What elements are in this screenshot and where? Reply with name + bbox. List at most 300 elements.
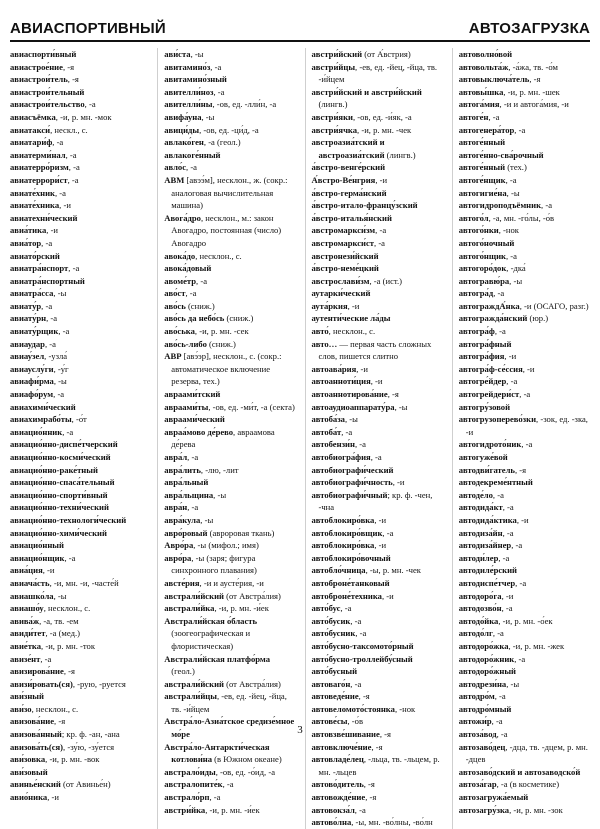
- dictionary-entry: [164, 161, 295, 174]
- entry-grammar: , -а: [375, 225, 387, 236]
- dictionary-entry: [459, 401, 590, 414]
- entry-headword: авиату́рщик: [10, 326, 59, 337]
- entry-grammar: , -и: [59, 200, 71, 211]
- dictionary-entry: [10, 350, 148, 363]
- entry-headword: ави́зный: [10, 691, 44, 702]
- entry-headword: Австра́ло-Азиа́тское средизе́мное мо́ре: [164, 716, 295, 740]
- dictionary-entry: [459, 464, 590, 477]
- dictionary-entry: [10, 690, 148, 703]
- entry-headword: Австра́ло-Антаркти́ческая котлови́на: [164, 741, 270, 765]
- entry-headword: австрали́йка: [164, 603, 215, 614]
- dictionary-entry: [10, 615, 148, 628]
- entry-grammar: , -а: [505, 174, 517, 185]
- dictionary-entry: [312, 514, 443, 527]
- column-4: [452, 48, 590, 829]
- entry-grammar: , -а: [54, 187, 66, 198]
- entry-grammar: , -а: [501, 603, 513, 614]
- entry-grammar: , -а: [46, 313, 58, 324]
- entry-grammar: , -а, мн. -го́лы, -о́в: [488, 212, 555, 223]
- entry-grammar: , -а: [506, 376, 518, 387]
- entry-headword: авитамино́зный: [164, 74, 227, 85]
- dictionary-entry: [10, 61, 148, 74]
- entry-headword: автогрузоперево́зки: [458, 414, 537, 425]
- entry-headword: авто́: [311, 326, 329, 337]
- entry-grammar: , -и: [370, 376, 383, 387]
- entry-headword: автога́мия: [458, 99, 500, 110]
- dictionary-entry: [459, 501, 590, 514]
- entry-grammar: , -и: [356, 363, 369, 374]
- entry-grammar: , -а: [341, 426, 353, 437]
- dictionary-entry: [459, 703, 590, 716]
- dictionary-entry: [312, 325, 443, 338]
- entry-headword: австронези́йский: [311, 250, 379, 261]
- entry-grammar: , -а: [68, 162, 80, 173]
- entry-headword: австрослави́зм: [311, 275, 370, 286]
- entry-grammar: , -а: [374, 237, 385, 248]
- entry-grammar: , -и: [46, 225, 59, 236]
- dictionary-entry: [10, 187, 148, 200]
- dictionary-entry: [10, 199, 148, 212]
- entry-headword: а́встро-италья́нский: [311, 212, 392, 223]
- dictionary-entry: [164, 350, 295, 388]
- entry-headword: автоблокиро́вочный: [311, 552, 391, 563]
- entry-headword: авиатра́сса: [10, 288, 54, 299]
- entry-headword: австралопите́к: [164, 779, 223, 790]
- entry-grammar: , -ы: [509, 275, 523, 286]
- dictionary-entry: [459, 413, 590, 438]
- entry-headword: автобиографи́чность: [311, 477, 393, 488]
- entry-grammar: , -ы, мн. -во́лны, -во́лн: [351, 817, 433, 828]
- entry-grammar: (от Австра́лия): [223, 678, 281, 689]
- dictionary-entry: [10, 86, 148, 99]
- entry-grammar: , -о́в: [347, 716, 364, 727]
- entry-headword: австри́ячка: [311, 124, 358, 135]
- dictionary-entry: [312, 174, 443, 187]
- entry-headword: австромаркси́ст: [311, 237, 375, 248]
- dictionary-entry: [459, 338, 590, 351]
- entry-grammar: , -а: [493, 288, 505, 299]
- entry-grammar: , -а: [502, 502, 514, 513]
- entry-headword: автобиографи́чный: [311, 489, 388, 500]
- entry-grammar: , -а (мед.): [45, 628, 80, 639]
- dictionary-entry: [10, 539, 148, 552]
- entry-headword: автовокза́л: [311, 804, 355, 815]
- dictionary-entry: [10, 602, 148, 615]
- entry-grammar: , -а: [370, 452, 382, 462]
- entry-headword: авиасъёмка: [10, 111, 56, 122]
- entry-headword: автобиографи́ческий: [311, 464, 394, 475]
- entry-grammar: , -и, р. мн. -жек: [508, 640, 565, 651]
- entry-headword: автоде́ло: [458, 489, 493, 500]
- dictionary-entry: [164, 778, 295, 791]
- entry-headword: авиафи́рма: [10, 376, 54, 387]
- entry-headword: автозаво́дец: [458, 741, 506, 752]
- dictionary-entry: [312, 816, 443, 829]
- dictionary-entry: [10, 778, 148, 791]
- entry-grammar: , -и: [501, 590, 514, 601]
- entry-grammar: (зоогеографическая и флористическая): [171, 628, 251, 651]
- dictionary-entry: [164, 552, 295, 577]
- entry-grammar: , -и: [516, 514, 529, 525]
- entry-grammar: [авээ́м], несклон., ж. (сокр.: аналоговая вычислительная машина): [171, 174, 288, 211]
- dictionary-entry: [10, 48, 148, 61]
- dictionary-entry: [312, 312, 443, 325]
- dictionary-entry: [164, 678, 295, 691]
- entry-headword: авиацио́нно-технологи́ческий: [10, 514, 127, 525]
- dictionary-entry: [312, 413, 443, 426]
- entry-headword: авраами́ческий: [164, 414, 225, 425]
- dictionary-entry: [164, 577, 295, 590]
- entry-grammar: , -ы: [213, 489, 227, 500]
- dictionary-entry: [312, 86, 443, 111]
- entry-headword: авиато́рский: [10, 250, 60, 261]
- entry-headword: автогоро́док: [458, 263, 507, 274]
- entry-grammar: , -и, р. мн. -ток: [41, 640, 96, 651]
- dictionary-entry: [459, 766, 590, 779]
- dictionary-entry: [312, 476, 443, 489]
- dictionary-entry: [164, 451, 295, 464]
- entry-grammar: , -и, р. мн. -сек: [194, 326, 249, 337]
- dictionary-entry: [459, 287, 590, 300]
- dictionary-entry: [312, 577, 443, 590]
- entry-headword: автоге́нный: [458, 162, 506, 173]
- entry-headword: авиатехни́ческий: [10, 212, 78, 223]
- dictionary-entry: [164, 426, 295, 451]
- dictionary-entry: [459, 438, 590, 451]
- entry-headword: автодиле́рский: [458, 565, 518, 576]
- entry-headword: автово́лна: [311, 817, 352, 828]
- entry-grammar: , -а: [340, 603, 352, 614]
- entry-headword: авра́н: [164, 502, 188, 513]
- entry-headword: а́встро-неме́цкий: [311, 263, 379, 274]
- dictionary-entry: [459, 640, 590, 653]
- dictionary-entry: [312, 438, 443, 451]
- entry-headword: авио́ника: [10, 792, 48, 803]
- entry-headword: авиача́сть: [10, 577, 50, 588]
- entry-headword: авиди́тет: [10, 628, 46, 639]
- entry-headword: автодро́мный: [458, 703, 512, 714]
- dictionary-entry: [459, 312, 590, 325]
- dictionary-entry: [459, 237, 590, 250]
- dictionary-entry: [164, 388, 295, 401]
- dictionary-entry: [459, 98, 590, 111]
- dictionary-entry: [10, 527, 148, 540]
- entry-headword: автоба́т: [311, 426, 342, 437]
- entry-grammar: , -и: [381, 590, 394, 601]
- entry-grammar: , -узла́: [44, 351, 68, 362]
- dictionary-entry: [10, 653, 148, 666]
- dictionary-entry: [312, 237, 443, 250]
- dictionary-entry: [459, 388, 590, 401]
- entry-grammar: , -и: [42, 565, 55, 576]
- dictionary-entry: [10, 438, 148, 451]
- entry-headword: авра́кула: [164, 514, 201, 525]
- dictionary-entry: [312, 464, 443, 477]
- entry-grammar: , -и и аусте́рия, -и: [199, 577, 264, 588]
- entry-grammar: (в Южном океане): [212, 754, 282, 765]
- entry-grammar: , -и, р. мн. -о́ек: [498, 615, 553, 626]
- entry-grammar: , -и, р. мн. -и́ек: [205, 804, 260, 815]
- entry-grammar: , -а: [498, 552, 510, 563]
- entry-grammar: , -я: [63, 666, 75, 677]
- entry-grammar: , -я: [387, 389, 399, 400]
- entry-grammar: , -а: [492, 489, 504, 500]
- dictionary-entry: [164, 325, 295, 338]
- entry-headword: авиашо́у: [10, 603, 44, 614]
- dictionary-entry: [10, 363, 148, 376]
- entry-headword: автоге́нно-сва́рочный: [458, 149, 544, 160]
- entry-headword: авиате́хник: [10, 187, 55, 198]
- entry-headword: автогенера́тор: [458, 124, 515, 135]
- entry-grammar: , -и, р. мн. -чек: [357, 124, 412, 135]
- entry-headword: авиацио́нно-косми́ческий: [10, 452, 111, 462]
- page-number: 3: [297, 724, 303, 736]
- dictionary-entry: [312, 426, 443, 439]
- dictionary-entry: [459, 325, 590, 338]
- dictionary-entry: [164, 602, 295, 615]
- dictionary-entry: [10, 564, 148, 577]
- entry-grammar: , -и: [392, 477, 405, 488]
- dictionary-entry: [10, 552, 148, 565]
- entry-headword: автовзве́шивание: [311, 729, 380, 740]
- dictionary-entry: [164, 804, 295, 817]
- entry-grammar: , -и, р. мн. -мок: [55, 111, 112, 122]
- entry-headword: А́встро-Ве́нгрия: [311, 174, 376, 185]
- entry-headword: автоведе́ние: [311, 691, 359, 702]
- dictionary-entry: [10, 703, 148, 716]
- entry-grammar: , -а: [213, 86, 225, 97]
- entry-headword: автоброне́танковый: [311, 577, 390, 588]
- entry-grammar: , -ов, ед. -о́ид, -а: [215, 766, 276, 777]
- entry-headword: автодви́гатель: [458, 464, 515, 475]
- entry-grammar: , -а: [41, 237, 53, 248]
- dictionary-entry: [312, 653, 443, 666]
- dictionary-entry: [10, 161, 148, 174]
- dictionary-entry: [10, 627, 148, 640]
- entry-headword: авто́бус: [311, 603, 341, 614]
- entry-headword: австри́яки: [311, 111, 353, 122]
- entry-headword: авизова́нный: [10, 729, 62, 740]
- entry-headword: авие́тка: [10, 640, 42, 651]
- entry-grammar: [авэ́эр], несклон., с. (сокр.: автоматическое включение резерва, тех.): [171, 351, 282, 387]
- entry-headword: автодида́ктика: [458, 514, 517, 525]
- entry-grammar: , -и, мн. -и, -часте́й: [49, 577, 119, 588]
- entry-grammar: , -а: [494, 691, 506, 702]
- dictionary-entry: [164, 124, 295, 137]
- entry-headword: австрало́рп: [164, 792, 210, 803]
- dictionary-entry: [459, 111, 590, 124]
- entry-grammar: , -а: [515, 577, 527, 588]
- dictionary-entry: [164, 489, 295, 502]
- dictionary-entry: [459, 602, 590, 615]
- entry-headword: аутарки́ческий: [311, 288, 371, 299]
- entry-grammar: , -ы (мифол.; имя): [193, 540, 259, 551]
- entry-grammar: , -а: [488, 111, 500, 122]
- dictionary-entry: [312, 590, 443, 603]
- entry-headword: авиауслу́ги: [10, 363, 54, 374]
- dictionary-entry: [10, 136, 148, 149]
- dictionary-entry: [459, 224, 590, 237]
- dictionary-entry: [312, 640, 443, 653]
- entry-headword: автоволно́вой: [458, 49, 513, 59]
- dictionary-entry: [10, 124, 148, 137]
- entry-headword: автого́ночный: [458, 237, 515, 248]
- dictionary-entry: [459, 149, 590, 162]
- entry-grammar: , -а: [514, 653, 526, 664]
- entry-grammar: , -а: [354, 804, 366, 815]
- entry-headword: авиаспорти́вный: [10, 49, 77, 59]
- entry-grammar: , -и: [47, 792, 59, 803]
- entry-grammar: , -и: [504, 351, 517, 362]
- entry-headword: авиашко́ла: [10, 590, 54, 601]
- dictionary-entry: [312, 124, 443, 137]
- entry-headword: авиате́хника: [10, 200, 60, 211]
- dictionary-entry: [312, 287, 443, 300]
- dictionary-entry: [459, 665, 590, 678]
- entry-grammar: (сниж.): [206, 338, 236, 349]
- dictionary-entry: [459, 250, 590, 263]
- entry-grammar: , -ов, ед. -ци́д, -а: [199, 124, 259, 135]
- entry-grammar: , -нок: [394, 703, 416, 714]
- dictionary-entry: [312, 753, 443, 778]
- entry-headword: авиацио́нный: [10, 540, 64, 551]
- entry-headword: АВР: [164, 351, 182, 362]
- entry-grammar: , -и (ОСАГО, разг.): [519, 300, 589, 311]
- entry-headword: автозагру́зка: [458, 804, 510, 815]
- dictionary-entry: [164, 741, 295, 766]
- entry-headword: автово́дитель: [311, 779, 364, 790]
- entry-headword: авиацио́нщик: [10, 552, 65, 563]
- dictionary-entry: [459, 350, 590, 363]
- dictionary-entry: [10, 212, 148, 225]
- entry-grammar: , -ы: [200, 514, 214, 525]
- dictionary-entry: [459, 187, 590, 200]
- header-left-guide-word: АВИАСПОРТИВНЫЙ: [10, 20, 166, 37]
- entry-headword: автове́сы: [311, 716, 348, 727]
- entry-headword: автовладе́лец: [311, 754, 364, 765]
- dictionary-entry: [10, 791, 148, 804]
- dictionary-entry: [459, 741, 590, 766]
- dictionary-entry: [10, 325, 148, 338]
- column-1: [10, 48, 148, 829]
- entry-grammar: , -а: [354, 439, 366, 450]
- entry-grammar: , -а: [496, 729, 508, 740]
- dictionary-entry: [10, 413, 148, 426]
- dictionary-entry: [459, 577, 590, 590]
- entry-headword: автоди́лер: [458, 552, 499, 563]
- dictionary-entry: [312, 539, 443, 552]
- dictionary-entry: [10, 464, 148, 477]
- dictionary-entry: [10, 501, 148, 514]
- entry-headword: автогра́д: [458, 288, 494, 299]
- entry-grammar: , -о́т: [71, 414, 87, 425]
- entry-grammar: , -а: [186, 162, 197, 173]
- dictionary-entry: [164, 766, 295, 779]
- dictionary-entry: [312, 489, 443, 514]
- entry-headword: автовожде́ние: [311, 792, 366, 803]
- entry-headword: автогидрото́ник: [458, 439, 522, 450]
- dictionary-entry: [312, 791, 443, 804]
- entry-headword: автодозво́н: [458, 603, 502, 614]
- entry-grammar: , -я: [379, 729, 391, 740]
- dictionary-entry: [459, 212, 590, 225]
- dictionary-entry: [459, 564, 590, 577]
- entry-headword: авиастрои́тельный: [10, 86, 85, 97]
- entry-headword: авоме́тр: [164, 275, 197, 286]
- entry-grammar: , -а (ист.): [369, 275, 402, 286]
- dictionary-entry: [164, 413, 295, 426]
- entry-headword: автодро́м: [458, 691, 495, 702]
- dictionary-entry: [312, 250, 443, 263]
- entry-headword: автогигие́на: [458, 187, 507, 198]
- entry-headword: авиа́тор: [10, 237, 42, 248]
- dictionary-entry: [312, 527, 443, 540]
- dictionary-entry: [312, 212, 443, 225]
- dictionary-entry: [312, 363, 443, 376]
- dictionary-entry: [459, 199, 590, 212]
- entry-headword: автого́л: [458, 212, 489, 223]
- entry-headword: автоава́рия: [311, 363, 357, 374]
- entry-headword: автогра́ф-се́ссия: [458, 363, 523, 374]
- dictionary-entry: [164, 464, 295, 477]
- dictionary-entry: [312, 262, 443, 275]
- dictionary-entry: [164, 527, 295, 540]
- entry-headword: автого́нщик: [458, 250, 506, 261]
- entry-grammar: , -а: [350, 615, 362, 626]
- entry-grammar: , -зу́ю, -зу́ется: [63, 741, 115, 752]
- entry-headword: авиатеррори́ст: [10, 174, 68, 185]
- dictionary-entry: [10, 262, 148, 275]
- entry-headword: австромаркси́зм: [311, 225, 376, 236]
- entry-headword: а́встро-венге́рский: [311, 162, 386, 173]
- dictionary-entry: [459, 615, 590, 628]
- dictionary-entry: [164, 250, 295, 263]
- dictionary-entry: [10, 665, 148, 678]
- dictionary-entry: [10, 287, 148, 300]
- dictionary-entry: [312, 778, 443, 791]
- dictionary-entry: [164, 48, 295, 61]
- entry-headword: автогра́фия: [458, 351, 505, 362]
- entry-headword: авиахимрабо́ты: [10, 414, 72, 425]
- entry-headword: авлакоге́нный: [164, 149, 221, 160]
- entry-headword: авро́ровый: [164, 527, 208, 538]
- entry-headword: авива́ж: [10, 615, 40, 626]
- entry-grammar: , -лю, -лит: [200, 464, 239, 475]
- entry-headword: автодоро́жка: [458, 640, 509, 651]
- entry-headword: авиатакси́: [10, 124, 51, 135]
- entry-headword: аво́сь: [164, 300, 186, 311]
- entry-headword: АВМ: [164, 174, 185, 185]
- dictionary-entry: [164, 262, 295, 275]
- entry-headword: Авро́ра: [164, 540, 194, 551]
- entry-grammar: , -и: [374, 514, 387, 525]
- entry-headword: авиау́зел: [10, 351, 45, 362]
- entry-grammar: , несклон., с.: [328, 326, 376, 337]
- entry-headword: аво́ст: [164, 288, 186, 299]
- dictionary-entry: [164, 590, 295, 603]
- dictionary-entry: [10, 577, 148, 590]
- entry-headword: автоза́вод: [458, 729, 497, 740]
- entry-headword: авизова́ть(ся): [10, 741, 64, 752]
- entry-grammar: , -и, р. мн. -вок: [45, 754, 100, 765]
- entry-headword: автогуже́вой: [458, 452, 508, 462]
- entry-headword: авиатра́нспортный: [10, 275, 85, 286]
- dictionary-columns: [10, 48, 590, 828]
- entry-headword: авици́ды: [164, 124, 200, 135]
- dictionary-entry: [10, 224, 148, 237]
- entry-grammar: , -а: [196, 275, 208, 286]
- dictionary-entry: [164, 615, 295, 653]
